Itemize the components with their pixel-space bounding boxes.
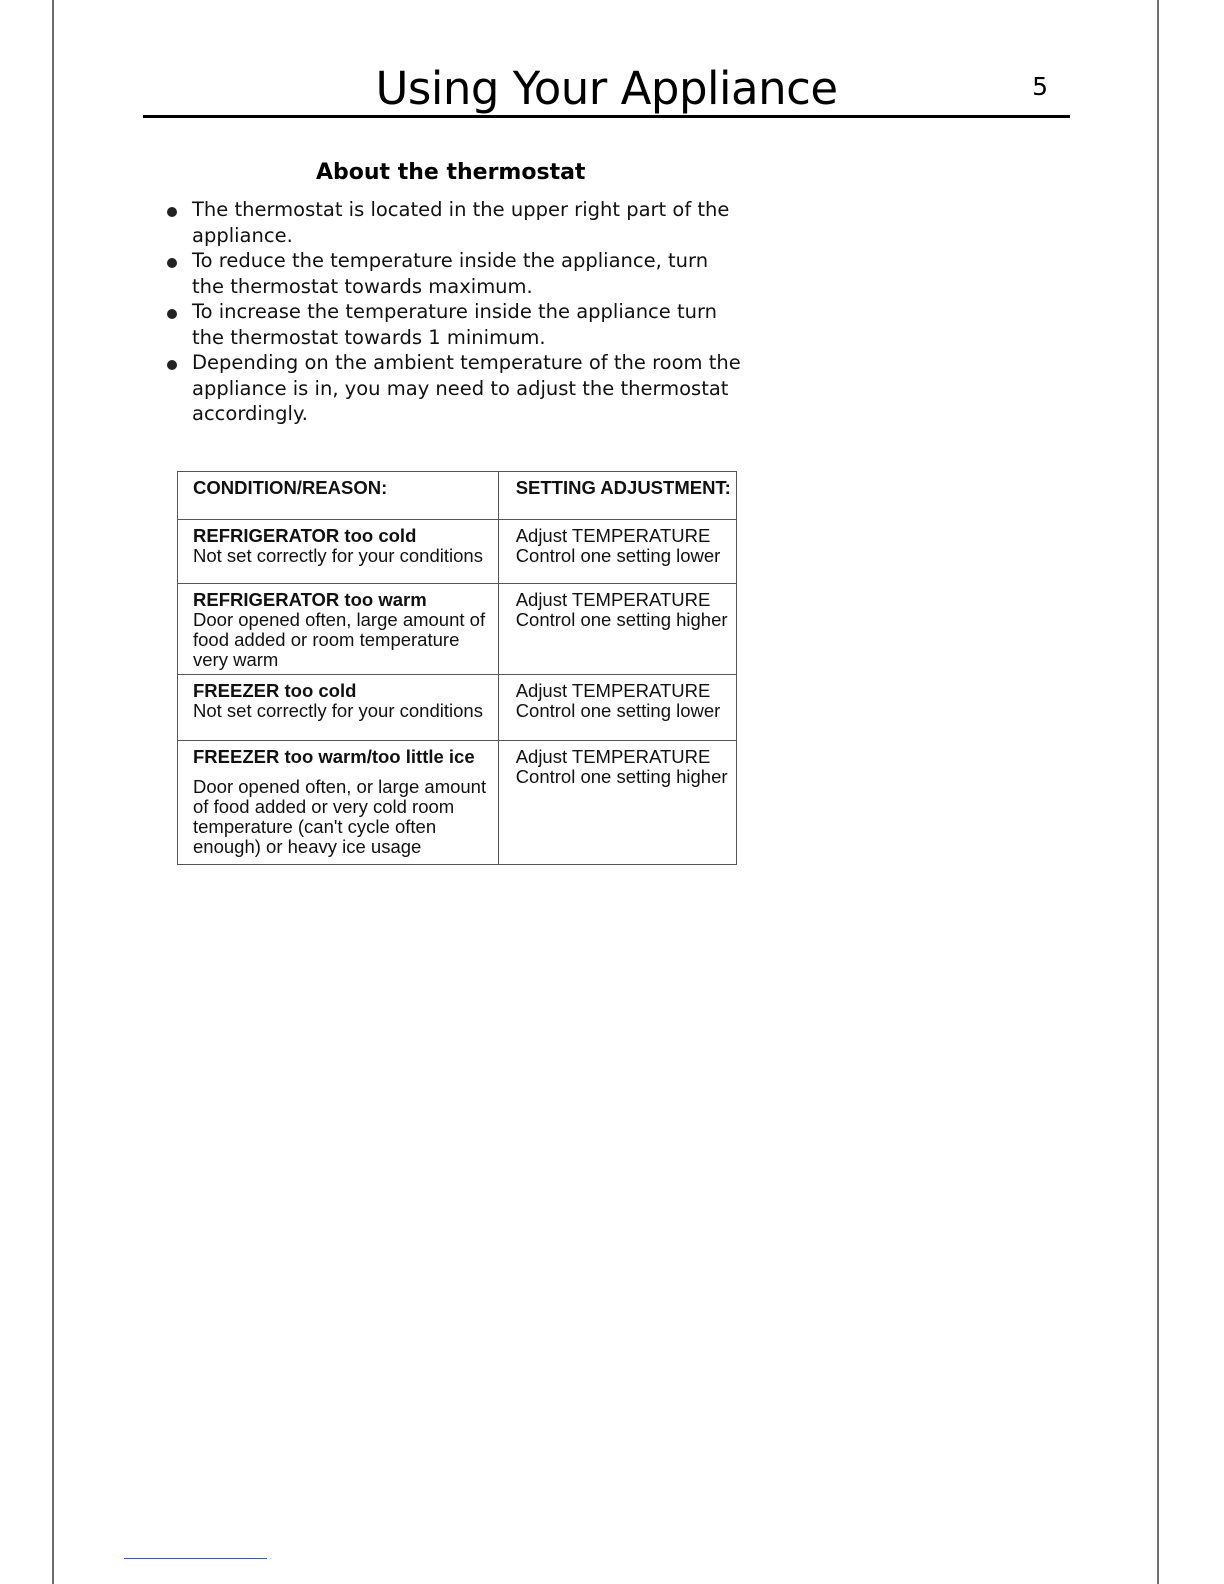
setting-text: Adjust TEMPERATURE Control one setting higher <box>515 589 728 630</box>
setting-text: Adjust TEMPERATURE Control one setting higher <box>515 746 728 787</box>
bullet-text: The thermostat is located in the upper right part of the appliance. <box>192 198 730 247</box>
thermostat-settings-table <box>177 471 737 865</box>
table-row <box>178 520 737 584</box>
condition-title: REFRIGERATOR too cold <box>193 525 417 546</box>
condition-detail: Not set correctly for your conditions <box>193 700 483 721</box>
bullet-dot-icon <box>167 258 177 268</box>
condition-title: FREEZER too cold <box>193 680 357 701</box>
condition-cell <box>178 741 499 865</box>
condition-title: FREEZER too warm/too little ice <box>193 746 475 767</box>
page-header <box>143 60 1070 118</box>
footnote-rule <box>124 1558 267 1559</box>
header-setting-label: SETTING ADJUSTMENT: <box>515 477 731 498</box>
list-item <box>163 350 743 427</box>
bullet-dot-icon <box>167 207 177 217</box>
header-cell-setting <box>498 472 736 520</box>
condition-title: REFRIGERATOR too warm <box>193 589 427 610</box>
setting-cell <box>498 675 736 741</box>
condition-cell <box>178 520 499 584</box>
condition-detail: Door opened often, or large amount of food added or very cold room temperature (can't cycle often enough) or heavy ice usage <box>193 776 487 857</box>
bullet-text: To reduce the temperature inside the appliance, turn the thermostat towards maximum. <box>192 249 709 298</box>
page-border-right <box>1157 0 1159 1584</box>
condition-detail: Door opened often, large amount of food added or room temperature very warm <box>193 609 486 670</box>
list-item <box>163 299 743 350</box>
header-cell-condition <box>178 472 499 520</box>
setting-cell <box>498 520 736 584</box>
table-row <box>178 741 737 865</box>
bullet-dot-icon <box>167 309 177 319</box>
table-row <box>178 584 737 675</box>
list-item <box>163 248 743 299</box>
thermostat-bullet-list <box>163 197 743 427</box>
condition-cell <box>178 584 499 675</box>
setting-text: Adjust TEMPERATURE Control one setting lower <box>515 525 721 566</box>
page-border-left <box>52 0 54 1584</box>
bullet-text: Depending on the ambient temperature of the room the appliance is in, you may need to adjust the thermostat accordingly. <box>192 351 741 425</box>
setting-text: Adjust TEMPERATURE Control one setting lower <box>515 680 721 721</box>
table-row <box>178 675 737 741</box>
list-item <box>163 197 743 248</box>
section-heading: About the thermostat <box>316 160 586 185</box>
page-number: 5 <box>1032 72 1048 101</box>
condition-detail: Not set correctly for your conditions <box>193 545 483 566</box>
setting-cell <box>498 584 736 675</box>
bullet-text: To increase the temperature inside the appliance turn the thermostat towards 1 minimum. <box>192 300 718 349</box>
setting-cell <box>498 741 736 865</box>
page-title: Using Your Appliance <box>375 62 838 115</box>
header-condition-label: CONDITION/REASON: <box>193 477 388 498</box>
header-rule <box>143 115 1070 118</box>
bullet-dot-icon <box>167 360 177 370</box>
table-header-row <box>178 472 737 520</box>
condition-cell <box>178 675 499 741</box>
